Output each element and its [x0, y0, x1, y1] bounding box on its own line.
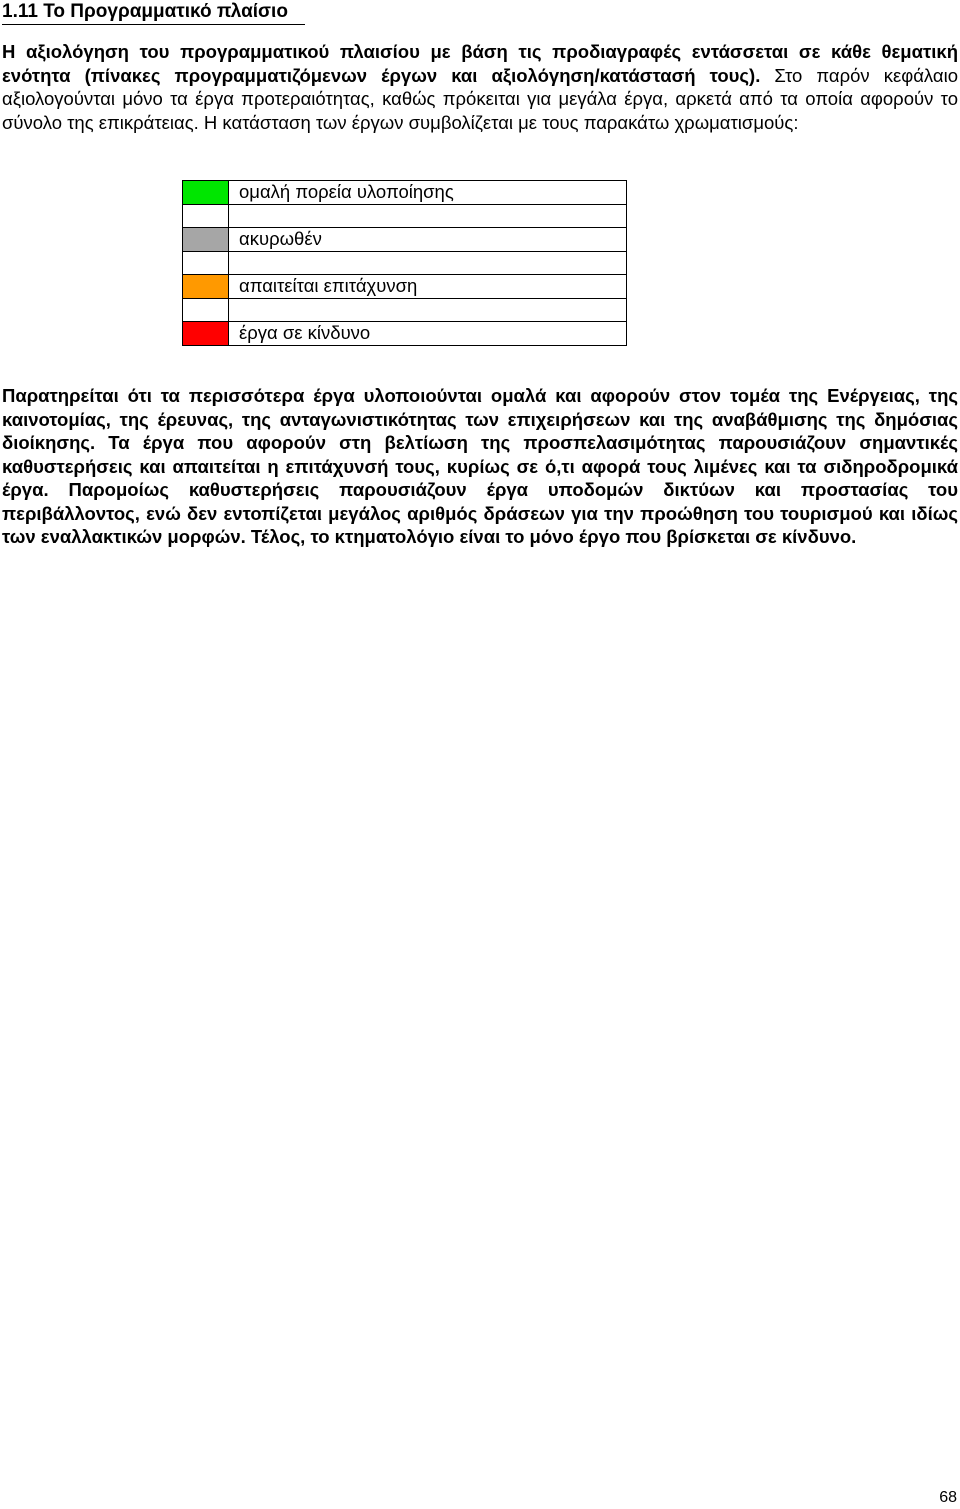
legend-label-at-risk: έργα σε κίνδυνο — [229, 322, 627, 346]
legend-spacer-row — [183, 251, 627, 275]
legend-row — [183, 322, 627, 346]
legend-spacer-row — [183, 204, 627, 228]
intro-bold-text: Η αξιολόγηση του προγραμματικού πλαισίου με βάση τις προδιαγραφές εντάσσεται σε κάθε θεματική ενότητα (πίνακες προγραμματιζόμενων έργων και αξιολόγηση/κατάστασή τους). — [2, 41, 958, 86]
legend-row — [183, 181, 627, 205]
page-number: 68 — [939, 1489, 957, 1506]
legend-row — [183, 275, 627, 299]
legend-label-cancelled: ακυρωθέν — [229, 228, 627, 252]
status-legend-table — [182, 180, 627, 346]
legend-label-on-track: ομαλή πορεία υλοποίησης — [229, 181, 627, 205]
legend-swatch-on-track — [183, 181, 229, 205]
legend-swatch-needs-acceleration — [183, 275, 229, 299]
intro-normal-text: Στο παρόν κεφάλαιο αξιολογούνται μόνο τα έργα προτεραιότητας, καθώς πρόκειται για μεγάλα έργα, αρκετά από τα οποία αφορούν το σύνολο της επικράτειας. Η κατάσταση των έργων συμβολίζεται με τους παρακάτω χρωματισμούς: — [2, 64, 958, 133]
legend-swatch-cancelled — [183, 228, 229, 252]
legend-label-needs-acceleration: απαιτείται επιτάχυνση — [229, 275, 627, 299]
legend-spacer-row — [183, 298, 627, 322]
conclusion-paragraph: Παρατηρείται ότι τα περισσότερα έργα υλοποιούνται ομαλά και αφορούν στον τομέα της Ενέργειας, της καινοτομίας, της έρευνας, της ανταγωνιστικότητας των επιχειρήσεων και της αναβάθμισης της δημόσιας διοίκησης. Τα έργα που αφορούν στη βελτίωση της προσπελασιμότητας παρουσιάζουν σημαντικές καθυστερήσεις και απαιτείται η επιτάχυνσή τους, κυρίως σε ό,τι αφορά τους λιμένες και τα σιδηροδρομικά έργα. Παρομοίως καθυστερήσεις παρουσιάζουν έργα υποδομών δικτύων και προστασίας του περιβάλλοντος, ενώ δεν εντοπίζεται μεγάλος αριθμός δράσεων για την προώθηση του τουρισμού και ιδίως των εναλλακτικών μορφών. Τέλος, το κτηματολόγιο είναι το μόνο έργο που βρίσκεται σε κίνδυνο. — [2, 385, 958, 547]
intro-paragraph — [2, 40, 958, 134]
legend-swatch-at-risk — [183, 322, 229, 346]
legend-row — [183, 228, 627, 252]
section-heading: 1.11 Το Προγραμματικό πλαίσιο — [2, 0, 305, 25]
